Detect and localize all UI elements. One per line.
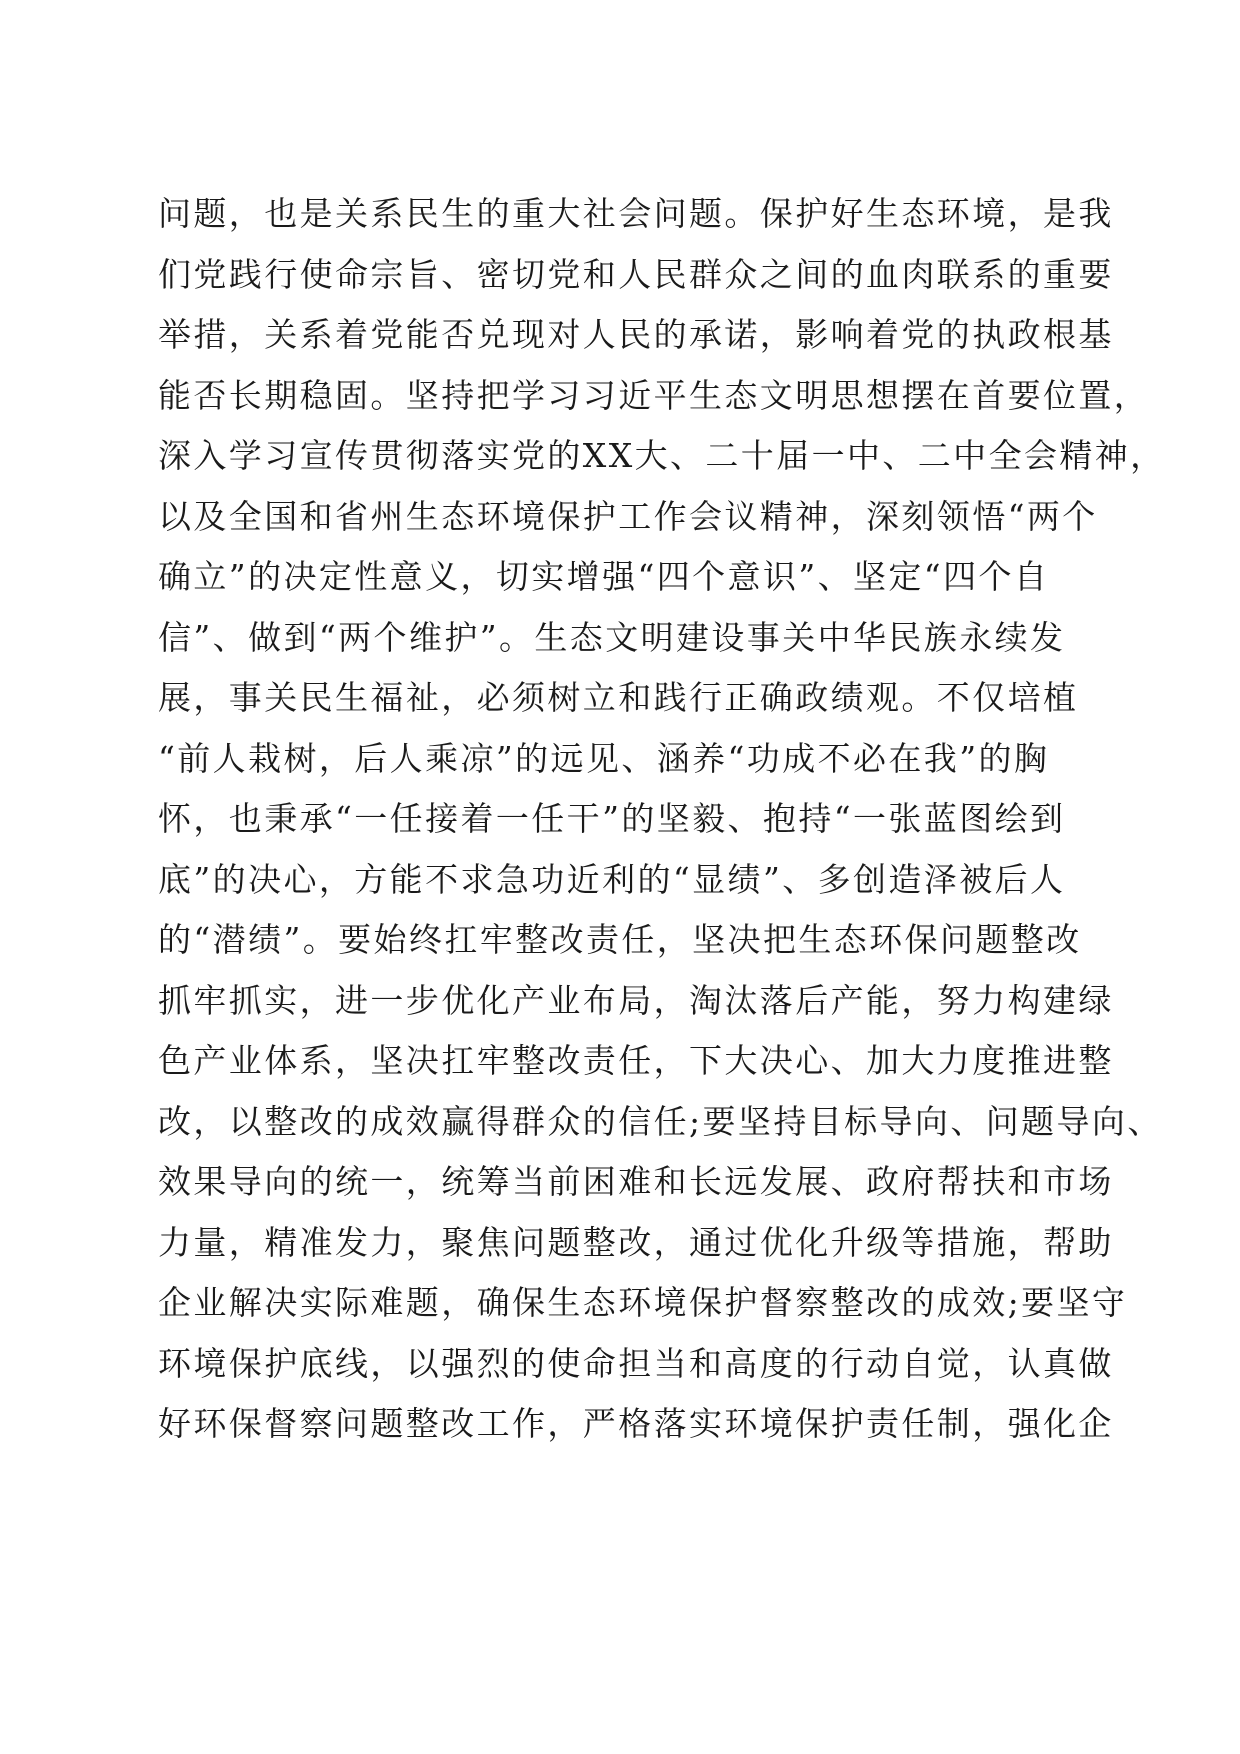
text-line: 怀，也秉承“一任接着一任干”的坚毅、抱持“一张蓝图绘到 — [158, 799, 1066, 838]
text-line: 色产业体系，坚决扛牢整改责任，下大决心、加大力度推进整 — [158, 1041, 1114, 1080]
text-line: 抓牢抓实，进一步优化产业布局，淘汰落后产能，努力构建绿 — [158, 980, 1114, 1020]
text-line: 以及全国和省州生态环境保护工作会议精神，深刻领悟“两个 — [158, 496, 1098, 536]
text-line: 效果导向的统一，统筹当前困难和长远发展、政府帮扶和市场 — [158, 1162, 1114, 1201]
text-line: 们党践行使命宗旨、密切党和人民群众之间的血肉联系的重要 — [158, 254, 1114, 294]
text-line: 改，以整改的成效赢得群众的信任;要坚持目标导向、问题导向、 — [158, 1101, 1163, 1141]
text-line: 能否长期稳固。坚持把学习习近平生态文明思想摆在首要位置， — [158, 375, 1150, 415]
text-line: 确立”的决定性意义，切实增强“四个意识”、坚定“四个自 — [158, 557, 1050, 596]
text-line: 好环保督察问题整改工作，严格落实环境保护责任制，强化企 — [158, 1404, 1114, 1443]
text-line: 深入学习宣传贯彻落实党的XX大、二十届一中、二中全会精神， — [158, 436, 1166, 475]
text-line: 问题，也是关系民生的重大社会问题。保护好生态环境，是我 — [158, 194, 1114, 233]
text-line: 举措，关系着党能否兑现对人民的承诺，影响着党的执政根基 — [158, 315, 1114, 354]
text-line: “前人栽树，后人乘凉”的远见、涵养“功成不必在我”的胸 — [158, 738, 1050, 778]
text-line: 企业解决实际难题，确保生态环境保护督察整改的成效;要坚守 — [158, 1283, 1128, 1322]
text-line: 的“潜绩”。要始终扛牢整改责任，坚决把生态环保问题整改 — [158, 920, 1082, 959]
text-line: 环境保护底线，以强烈的使命担当和高度的行动自觉，认真做 — [158, 1343, 1114, 1383]
text-line: 力量，精准发力，聚焦问题整改，通过优化升级等措施，帮助 — [158, 1222, 1114, 1262]
text-line: 底”的决心，方能不求急功近利的“显绩”、多创造泽被后人 — [158, 859, 1066, 899]
text-line: 展，事关民生福祉，必须树立和践行正确政绩观。不仅培植 — [158, 678, 1079, 717]
text-line: 信”、做到“两个维护”。生态文明建设事关中华民族永续发 — [158, 617, 1066, 657]
body-text — [158, 184, 1166, 1455]
